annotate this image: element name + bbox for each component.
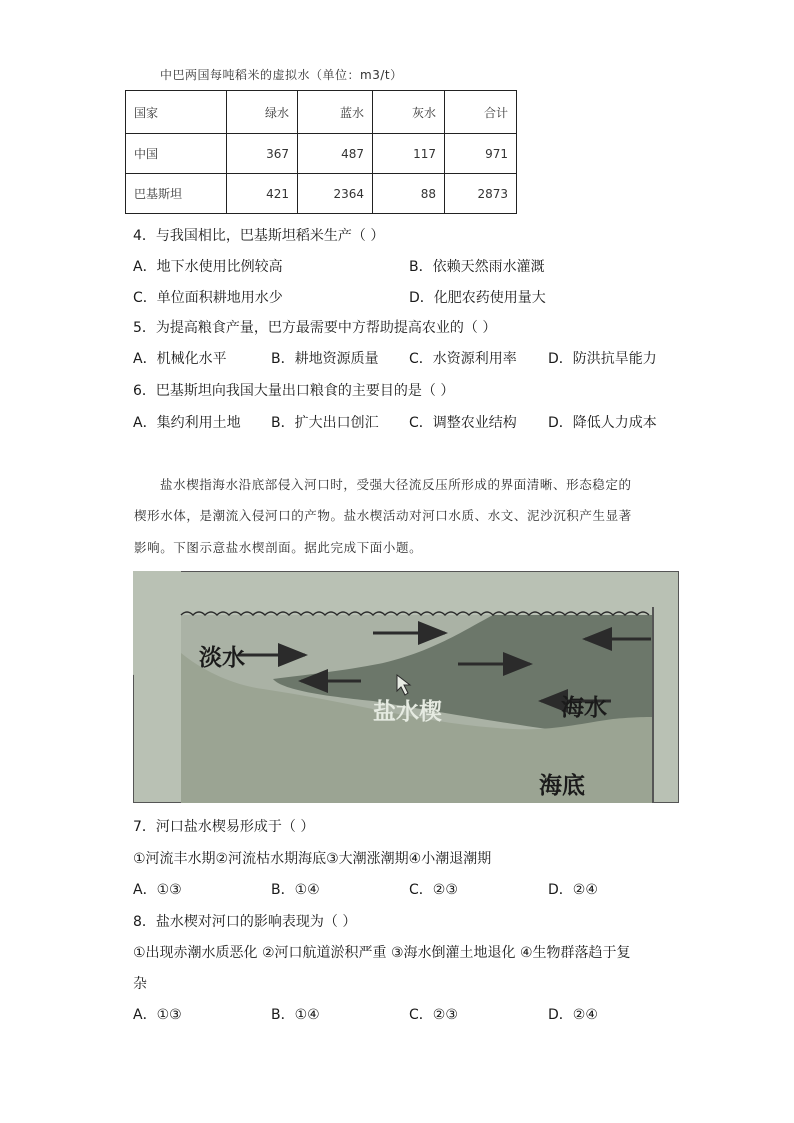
question-5-stem: 5．为提高粮食产量，巴方最需要中方帮助提高农业的（ ） [133, 320, 497, 336]
table-row [126, 174, 517, 214]
question-6-option-a[interactable]: A．集约利用土地 [133, 415, 241, 431]
cell-total: 971 [445, 134, 517, 174]
salt-wedge-diagram [133, 571, 679, 803]
question-4-option-a[interactable]: A．地下水使用比例较高 [133, 259, 283, 275]
question-7-stem: 7．河口盐水楔易形成于（ ） [133, 819, 315, 835]
passage-line-1: 盐水楔指海水沿底部侵入河口时，受强大径流反压所形成的界面清晰、形态稳定的 [160, 477, 632, 492]
header-grey-water: 灰水 [373, 91, 445, 134]
header-total: 合计 [445, 91, 517, 134]
question-7-option-a[interactable]: A．①③ [133, 882, 182, 898]
cell-green-water: 421 [227, 174, 298, 214]
cell-grey-water: 117 [373, 134, 445, 174]
question-8-stem: 8．盐水楔对河口的影响表现为（ ） [133, 914, 357, 930]
question-6-option-b[interactable]: B．扩大出口创汇 [271, 415, 379, 431]
question-7-option-c[interactable]: C．②③ [409, 882, 458, 898]
cell-blue-water: 487 [298, 134, 373, 174]
question-4-option-b[interactable]: B．依赖天然雨水灌溉 [409, 259, 545, 275]
label-sea-floor: 海底 [539, 773, 585, 799]
question-7-statements: ①河流丰水期②河流枯水期海底③大潮涨潮期④小潮退潮期 [133, 851, 492, 867]
table-header-row [126, 91, 517, 134]
question-5-option-c[interactable]: C．水资源利用率 [409, 351, 517, 367]
table-caption: 中巴两国每吨稻米的虚拟水（单位：m3/t） [160, 68, 403, 82]
table-row [126, 134, 517, 174]
cell-grey-water: 88 [373, 174, 445, 214]
passage-line-3: 影响。下图示意盐水楔剖面。据此完成下面小题。 [134, 540, 423, 555]
label-salt-wedge: 盐水楔 [373, 699, 442, 725]
cell-green-water: 367 [227, 134, 298, 174]
cell-country: 中国 [126, 134, 227, 174]
question-7-option-b[interactable]: B．①④ [271, 882, 320, 898]
question-8-option-d[interactable]: D．②④ [548, 1007, 598, 1023]
label-fresh-water: 淡水 [199, 645, 245, 671]
header-blue-water: 蓝水 [298, 91, 373, 134]
question-7-option-d[interactable]: D．②④ [548, 882, 598, 898]
question-8-option-c[interactable]: C．②③ [409, 1007, 458, 1023]
salt-wedge-diagram-svg [133, 571, 679, 803]
header-green-water: 绿水 [227, 91, 298, 134]
question-5-option-d[interactable]: D．防洪抗旱能力 [548, 351, 657, 367]
question-6-option-c[interactable]: C．调整农业结构 [409, 415, 517, 431]
label-sea-water: 海水 [561, 695, 607, 721]
question-5-option-a[interactable]: A．机械化水平 [133, 351, 227, 367]
question-8-statements-line-2: 杂 [133, 976, 147, 992]
question-4-option-d[interactable]: D．化肥农药使用量大 [409, 290, 546, 306]
question-8-option-b[interactable]: B．①④ [271, 1007, 320, 1023]
header-country: 国家 [126, 91, 227, 134]
passage-line-2: 楔形水体，是潮流入侵河口的产物。盐水楔活动对河口水质、水文、泥沙沉积产生显著 [134, 508, 632, 523]
question-5-option-b[interactable]: B．耕地资源质量 [271, 351, 379, 367]
cell-total: 2873 [445, 174, 517, 214]
question-6-stem: 6．巴基斯坦向我国大量出口粮食的主要目的是（ ） [133, 383, 455, 399]
cell-blue-water: 2364 [298, 174, 373, 214]
cell-country: 巴基斯坦 [126, 174, 227, 214]
question-4-option-c[interactable]: C．单位面积耕地用水少 [133, 290, 283, 306]
question-8-statements-line-1: ①出现赤潮水质恶化 ②河口航道淤积严重 ③海水倒灌土地退化 ④生物群落趋于复 [133, 945, 631, 961]
question-8-option-a[interactable]: A．①③ [133, 1007, 182, 1023]
question-6-option-d[interactable]: D．降低人力成本 [548, 415, 657, 431]
virtual-water-table [125, 90, 517, 214]
question-4-stem: 4．与我国相比，巴基斯坦稻米生产（ ） [133, 228, 385, 244]
